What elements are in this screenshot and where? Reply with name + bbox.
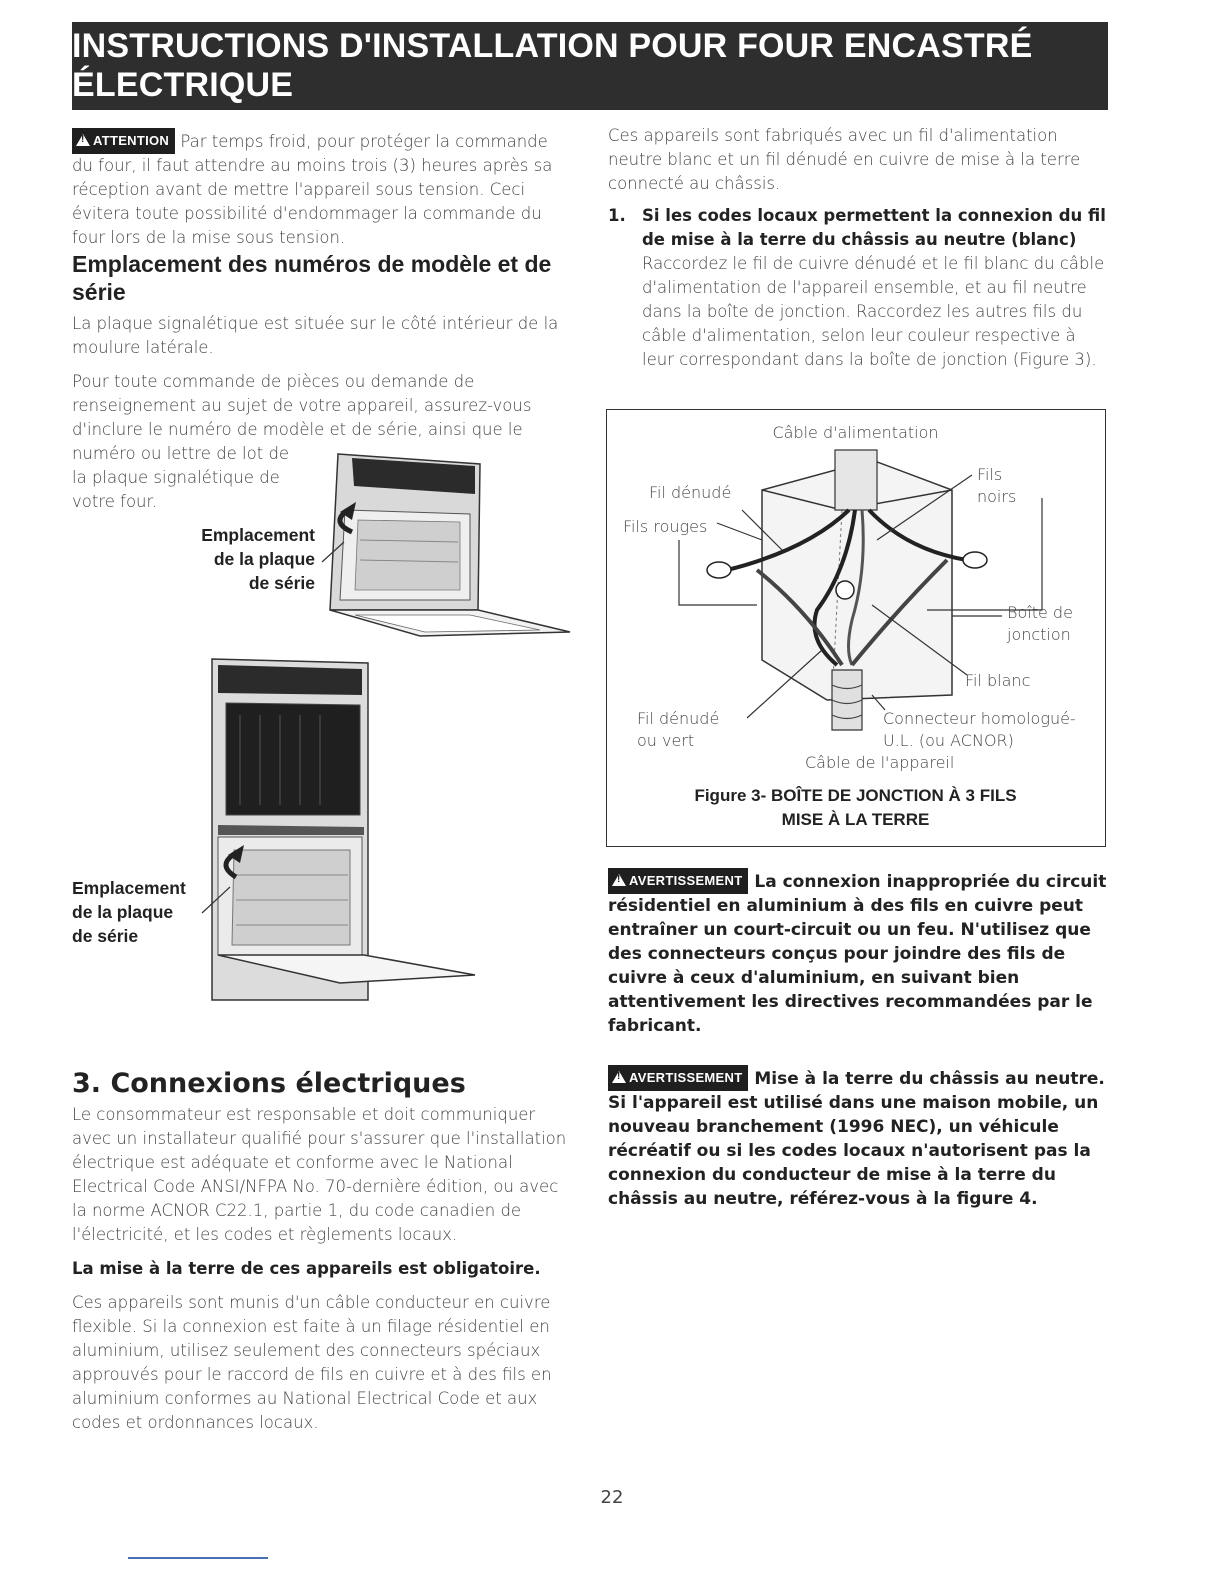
fig-label-junction-box: Boîte de jonction — [1007, 603, 1073, 644]
warning-grounding-text: ! AVERTISSEMENT Mise à la terre du châssis au neutre. Si l'appareil est utilisé dans une maison mobile, un nouveau branchement (1996 NEC), un véhicule récréatif ou si les codes locaux n'autorisent pas la connexion du conducteur de mise à la terre du châssis au neutre, référez-vous à la figure 4. — [608, 1065, 1108, 1211]
electrical-connections-section — [72, 1068, 577, 1435]
model-p2-line: la plaque signalétique de — [72, 468, 280, 487]
figure-3-caption: Figure 3- BOÎTE DE JONCTION À 3 FILS MISE À LA TERRE — [694, 786, 1017, 829]
footer-rule — [128, 1557, 268, 1559]
warning-triangle-icon: ! — [612, 874, 626, 886]
page-number: 22 — [600, 1487, 624, 1508]
figure-3-box — [606, 409, 1106, 847]
instruction-item-row — [608, 204, 1108, 372]
attention-text: Par temps froid, pour protéger la commande du four, il faut attendre au moins trois (3) heures après sa réception avant de mettre l'appareil sous tension. Ceci évitera toute possibilité d'endommager la commande du four lors de la mise sous tension. — [72, 132, 553, 247]
warning-badge: ! AVERTISSEMENT — [608, 868, 748, 894]
fig-label-white-wire: Fil blanc — [965, 671, 1031, 690]
attention-badge: ! ATTENTION — [72, 128, 175, 154]
warning-aluminum-text: ! AVERTISSEMENT La connexion inappropriée du circuit résidentiel en aluminium à des fils en cuivre peut entraîner un court-circuit ou un feu. N'utilisez que des connecteurs conçus pour joindre des fils de cuivre à ceux d'aluminium, en suivant bien attentivement les directives recommandées par le fabricant. — [608, 868, 1108, 1038]
model-p2-line: renseignement au sujet de votre appareil, assurez-vous — [72, 396, 532, 415]
fig-label-red-wires: Fils rouges — [623, 517, 708, 536]
model-heading: Emplacement des numéros de modèle et de série — [72, 251, 552, 305]
fig-label-bare-wire: Fil dénudé — [649, 483, 732, 502]
model-paragraph-1: La plaque signalétique est située sur le côté intérieur de la moulure latérale. — [72, 314, 559, 357]
item-bold-heading: Si les codes locaux permettent la connexion du fil de mise à la terre du châssis au neutre (blanc) — [642, 206, 1106, 249]
double-oven-illustration — [200, 655, 490, 1005]
section-3-heading: 3. Connexions électriques — [72, 1068, 466, 1099]
fig-label-bare-or-green-wire: Fil dénudé ou vert — [637, 709, 720, 750]
page-title: INSTRUCTIONS D'INSTALLATION POUR FOUR ENCASTRÉ ÉLECTRIQUE — [72, 27, 1033, 104]
warning-grounding — [608, 1065, 1108, 1211]
fig-label-ul-connector: Connecteur homologué- U.L. (ou ACNOR) — [883, 709, 1076, 750]
fig-label-black-wires: Fils noirs — [977, 465, 1017, 506]
warning-badge: ! AVERTISSEMENT — [608, 1065, 748, 1091]
right-intro — [608, 124, 1108, 196]
section-3-paragraph-2: Ces appareils sont munis d'un câble conducteur en cuivre flexible. Si la connexion est faite à un filage résidentiel en aluminium, utilisez seulement des connecteurs spéciaux approuvés pour le raccord de fils en cuivre et à des fils en aluminium conformes au National Electrical Code et aux codes et ordonnances locaux. — [72, 1293, 552, 1432]
attention-block — [72, 128, 572, 250]
fig-label-appliance-cable: Câble de l'appareil — [805, 753, 955, 772]
warning-triangle-icon: ! — [612, 1071, 626, 1083]
item-number: 1. — [608, 206, 626, 225]
fig-label-power-cable: Câble d'alimentation — [772, 423, 939, 442]
warning-aluminum — [608, 868, 1108, 1038]
warning-triangle-icon: ! — [76, 134, 90, 146]
attention-paragraph — [72, 128, 572, 250]
model-p2-line: votre four. — [72, 492, 158, 511]
item-text: Raccordez le fil de cuivre dénudé et le fil blanc du câble d'alimentation de l'appareil ensemble, et au fil neutre dans la boîte de jonction. Raccordez les autres fils du câble d'alimentation, selon leur couleur respective à leur correspondant dans la boîte de jonction (Figure 3). — [642, 254, 1105, 369]
single-oven-drawing — [322, 454, 570, 636]
title-banner — [72, 22, 1108, 110]
grounding-required-subheading: La mise à la terre de ces appareils est obligatoire. — [72, 1259, 541, 1278]
double-oven-drawing — [202, 659, 475, 1000]
model-p2-line: Pour toute commande de pièces ou demande de — [72, 372, 475, 391]
plate-location-label-2: Emplacement de la plaque de série — [72, 878, 186, 946]
instruction-item-1 — [608, 204, 1108, 372]
plate-location-label-1: Emplacement de la plaque de série — [201, 525, 315, 593]
model-p2-line: numéro ou lettre de lot de — [72, 444, 290, 463]
model-p2-line: d'inclure le numéro de modèle et de série, ainsi que le — [72, 420, 523, 439]
section-3-paragraph-1: Le consommateur est responsable et doit communiquer avec un installateur qualifié pour s'assurer que l'installation électrique est adéquate et conforme avec le National Electrical Code ANSI/NFPA No. 70-dernière édition, ou avec la norme ACNOR C22.1, partie 1, du code canadien de l'électricité, et les codes et règlements locaux. — [72, 1105, 567, 1244]
item-body — [642, 204, 1108, 372]
appliance-wiring-intro: Ces appareils sont fabriqués avec un fil d'alimentation neutre blanc et un fil dénudé en cuivre de mise à la terre connecté au châssis. — [608, 126, 1081, 193]
